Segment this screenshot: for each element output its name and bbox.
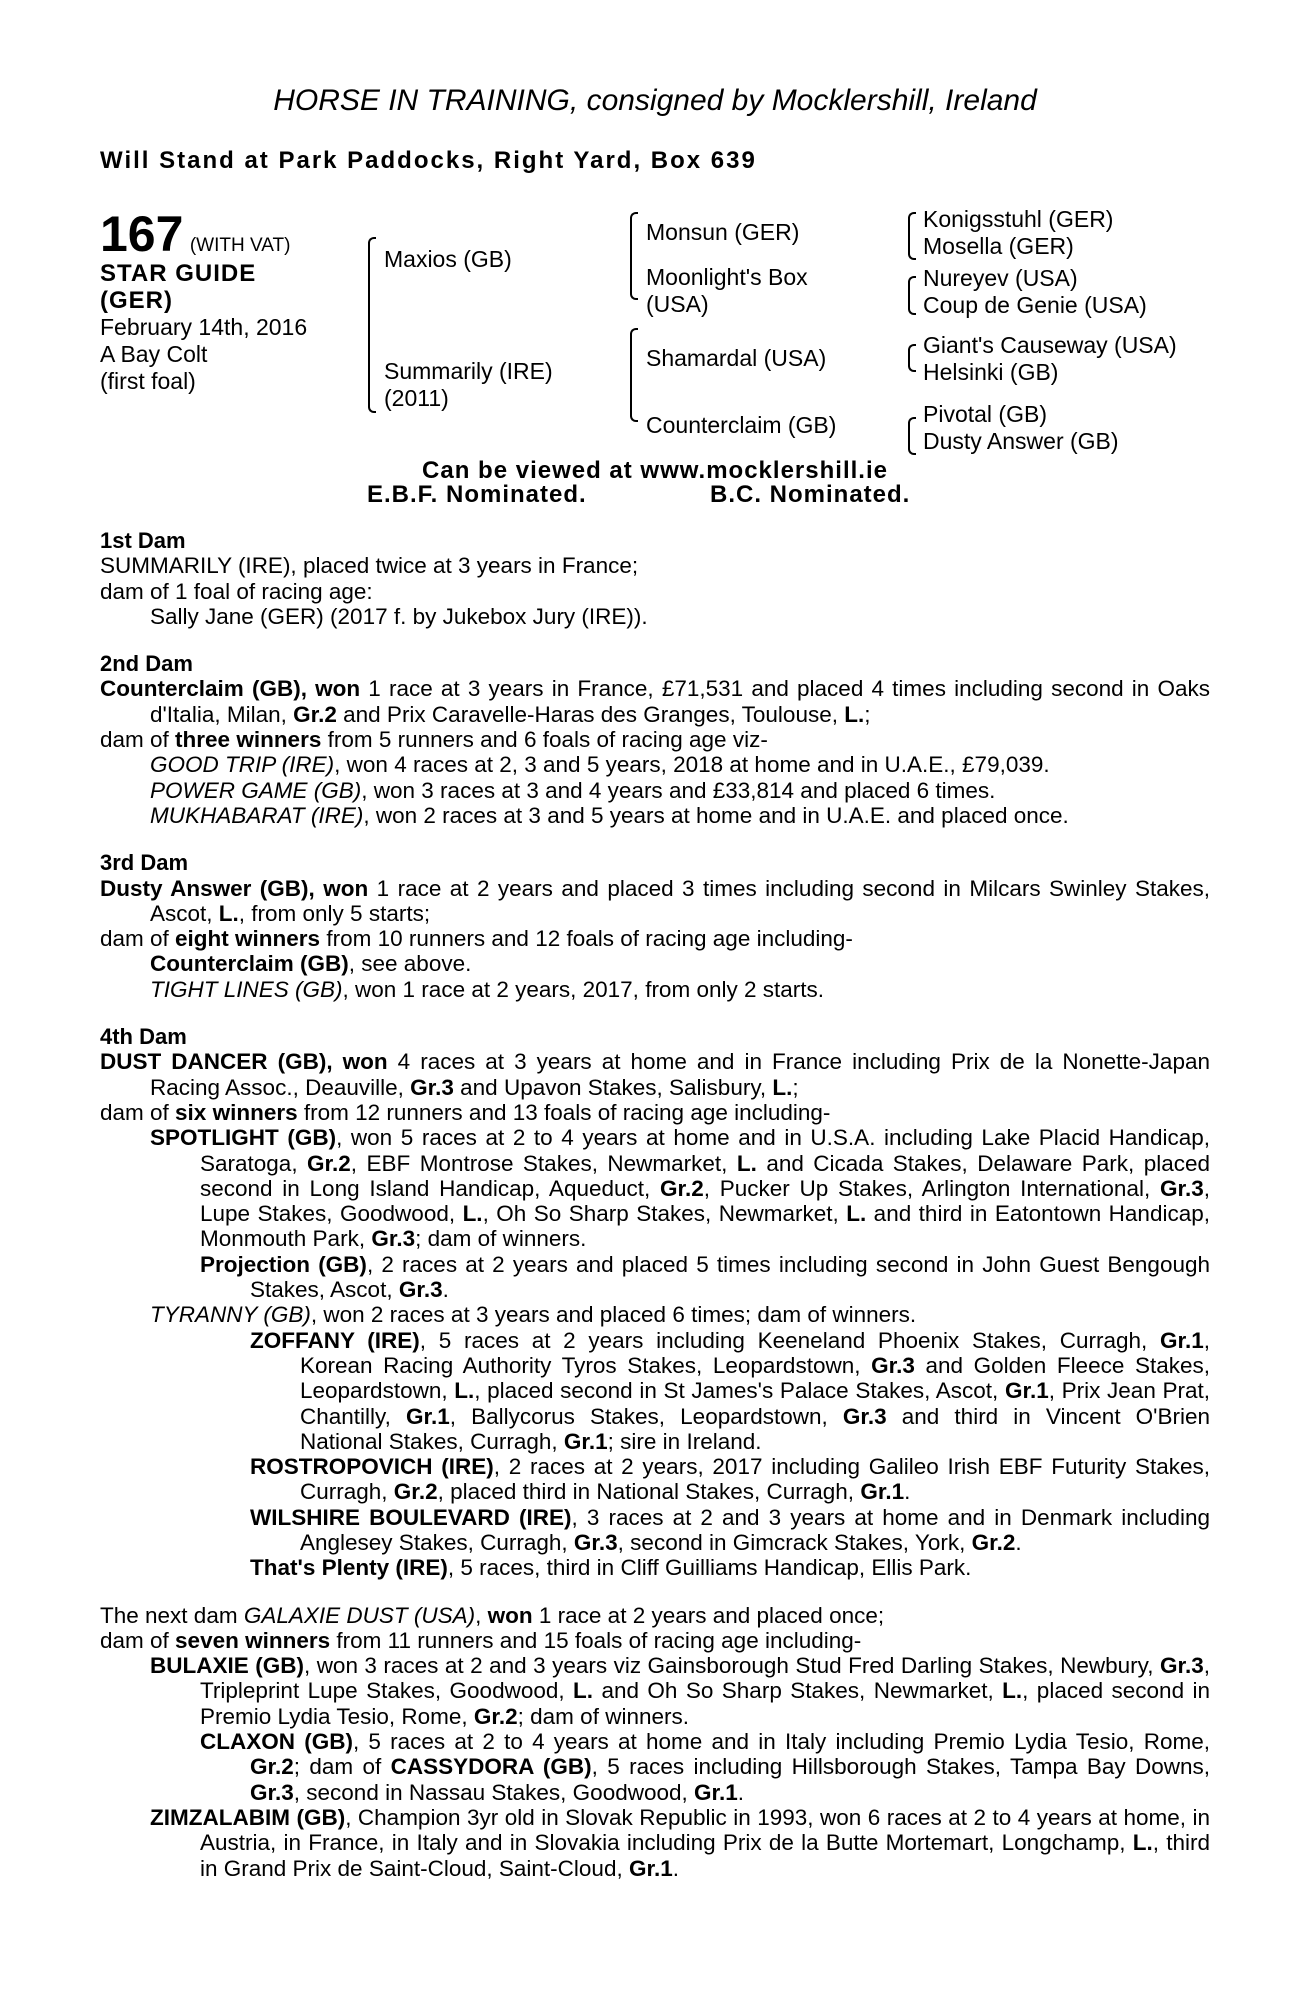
record-text: , won 3 races at 2 and 3 years viz Gainsborough Stud Fred Darling Stakes, Newbury, <box>303 1653 1160 1679</box>
horse-name: STAR GUIDE <box>100 260 257 287</box>
record-text: , 5 races including Hillsborough Stakes, Tampa Bay Downs, <box>591 1754 1210 1780</box>
produce-record <box>100 1252 1210 1303</box>
fourth-dam-section <box>100 1024 1210 1581</box>
horse-name: CLAXON (GB) <box>200 1729 353 1755</box>
produce-record <box>100 1454 1210 1505</box>
record-text: 1 race at 3 years in France, £71,531 and placed 4 times including second in Oaks d'Italia, Milan, <box>150 676 1211 727</box>
horse-name: TYRANNY (GB) <box>150 1302 311 1328</box>
record-text: . <box>1015 1529 1022 1555</box>
pedigree-sds: Nureyev (USA) <box>923 265 1078 291</box>
dam-name: GALAXIE DUST (USA) <box>243 1602 476 1628</box>
produce-record <box>100 1302 1210 1327</box>
third-dam-section <box>100 850 1210 1002</box>
record-text: and third in Vincent O'Brien National Stakes, Curragh, <box>300 1403 1211 1454</box>
record-text: , won 4 races at 2, 3 and 5 years, 2018 at home and in U.A.E., £79,039. <box>334 752 1050 778</box>
horse-name: SPOTLIGHT (GB) <box>150 1125 337 1151</box>
record-text: , won 3 races at 3 and 4 years and £33,814 and placed 6 times. <box>361 777 996 803</box>
grade: L. <box>218 900 239 926</box>
record-text: 1 race at 2 years and placed 3 times including second in Milcars Swinley Stakes, Ascot, <box>150 875 1210 926</box>
record-text: , 2 races at 2 years, 2017 including Galileo Irish EBF Futurity Stakes, Curragh, <box>300 1454 1210 1505</box>
dam-produce-summary <box>100 1100 1210 1125</box>
produce-record <box>100 951 1210 976</box>
pedigree-notes <box>100 528 1210 1881</box>
grade: Gr.2 <box>293 701 337 727</box>
record-text: ; <box>864 701 871 727</box>
horse-name: POWER GAME (GB) <box>150 777 362 803</box>
grade: Gr.3 <box>1159 1175 1204 1201</box>
horse-name: ZIMZALABIM (GB) <box>150 1804 346 1830</box>
grade: L. <box>772 1074 793 1100</box>
pedigree-brace <box>908 417 916 455</box>
record-text: and Upavon Stakes, Salisbury, <box>453 1074 773 1100</box>
record-text: from 10 runners and 12 foals of racing age including- <box>320 926 853 952</box>
record-text: The next dam <box>100 1602 244 1628</box>
pedigree-dds: Pivotal (GB) <box>923 401 1047 427</box>
grade: Gr.3 <box>573 1529 618 1555</box>
record-text: and Prix Caravelle-Haras des Granges, Toulouse, <box>336 701 845 727</box>
record-text: ; dam of <box>293 1754 391 1780</box>
section-heading: 1st Dam <box>100 528 186 553</box>
record-text: dam of <box>100 727 176 753</box>
record-text: , second in Nassau Stakes, Goodwood, <box>293 1779 695 1805</box>
grade: L. <box>462 1201 483 1227</box>
horse-name: TIGHT LINES (GB) <box>150 976 343 1002</box>
dam-record <box>100 1603 1210 1628</box>
grade: Gr.2 <box>250 1754 294 1780</box>
record-text: . <box>737 1779 745 1805</box>
grade: Gr.2 <box>473 1703 518 1729</box>
record-text: . <box>904 1479 911 1505</box>
viewing-link: Can be viewed at www.mocklershill.ie <box>422 457 888 484</box>
record-text: from 5 runners and 6 foals of racing age viz- <box>321 727 768 753</box>
record-text: . <box>442 1277 449 1303</box>
pedigree-sire-dam-country: (USA) <box>646 291 709 317</box>
grade: L. <box>1132 1830 1153 1856</box>
record-text: , from only 5 starts; <box>238 900 431 926</box>
section-heading: 4th Dam <box>100 1024 187 1050</box>
winners-count: three winners <box>175 727 322 753</box>
section-heading: 3rd Dam <box>100 850 189 876</box>
grade: Gr.3 <box>871 1352 915 1378</box>
record-text: , placed second in St James's Palace Stakes, Ascot, <box>474 1378 1005 1404</box>
produce-record <box>100 1555 1210 1580</box>
record-text: dam of <box>100 1099 176 1125</box>
grade: L. <box>846 1201 867 1227</box>
record-text: ; dam of winners. <box>415 1226 587 1252</box>
horse-name: GOOD TRIP (IRE) <box>150 752 335 778</box>
grade: Gr.2 <box>971 1529 1016 1555</box>
grade: Gr.1 <box>1004 1378 1049 1404</box>
grade: Gr.1 <box>860 1479 905 1505</box>
grade: Gr.2 <box>307 1150 351 1176</box>
pedigree-sdd: Coup de Genie (USA) <box>923 292 1147 318</box>
grade: Gr.3 <box>410 1074 454 1100</box>
record-text: , 5 races at 2 to 4 years at home and in Italy including Premio Lydia Tesio, Rome, <box>352 1729 1210 1755</box>
foaling-date: February 14th, 2016 <box>100 314 308 340</box>
won-label: , won <box>326 1049 388 1075</box>
record-text: , 2 races at 2 years and placed 5 times including second in John Guest Bengough Stakes, Ascot, <box>250 1251 1210 1303</box>
record-text: , won 2 races at 3 and 5 years at home and in U.A.E. and placed once. <box>363 802 1069 828</box>
grade: L. <box>736 1150 757 1176</box>
grade: Gr.2 <box>660 1175 704 1201</box>
grade: Gr.3 <box>398 1277 443 1303</box>
winners-count: six winners <box>175 1099 298 1125</box>
ebf-nominated: E.B.F. Nominated. <box>367 481 587 508</box>
record-text: from 12 runners and 13 foals of racing age including- <box>297 1099 831 1125</box>
won-label: won <box>487 1602 533 1628</box>
winners-count: seven winners <box>175 1627 331 1653</box>
winners-count: eight winners <box>175 926 321 952</box>
record-text: from 11 runners and 15 foals of racing age including- <box>330 1627 862 1653</box>
produce-record <box>100 803 1210 828</box>
pedigree-ddd: Dusty Answer (GB) <box>923 428 1119 454</box>
record-text: , placed second in Premio Lydia Tesio, Rome, <box>200 1678 1211 1729</box>
produce-record <box>100 1729 1210 1805</box>
grade: Gr.1 <box>628 1855 673 1881</box>
grade: Gr.3 <box>250 1779 294 1805</box>
grade: L. <box>454 1378 475 1404</box>
pedigree-brace <box>908 344 916 372</box>
produce-record <box>100 778 1210 803</box>
grade: Gr.1 <box>1159 1327 1204 1353</box>
produce-record: Sally Jane (GER) (2017 f. by Jukebox Jury (IRE)). <box>150 603 648 629</box>
record-text: ; dam of winners. <box>517 1703 689 1729</box>
pedigree-dss: Giant's Causeway (USA) <box>923 332 1177 358</box>
pedigree-dam-dam: Counterclaim (GB) <box>646 412 837 438</box>
dam-record <box>100 876 1210 927</box>
pedigree-dam-sire: Shamardal (USA) <box>646 345 827 371</box>
bc-nominated: B.C. Nominated. <box>710 481 911 508</box>
record-text: . <box>672 1855 680 1881</box>
grade: Gr.2 <box>393 1479 438 1505</box>
record-text: , Champion 3yr old in Slovak Republic in 1993, won 6 races at 2 to 4 years at home, in Austria, in France, in Italy and in Slovakia including Prix de la Butte Mortemart, Longchamp, <box>200 1804 1210 1856</box>
produce-record <box>100 977 1210 1002</box>
horse-name: CASSYDORA (GB) <box>390 1754 592 1780</box>
grade: Gr.3 <box>1159 1653 1204 1679</box>
record-text: ; sire in Ireland. <box>607 1428 762 1454</box>
horse-name: ZOFFANY (IRE) <box>250 1327 420 1353</box>
record-text: , 3 races at 2 and 3 years at home and in Denmark including Anglesey Stakes, Curragh, <box>300 1504 1211 1555</box>
record-text: dam of <box>100 1627 176 1653</box>
horse-name: WILSHIRE BOULEVARD (IRE) <box>250 1504 572 1530</box>
pedigree-ssd: Mosella (GER) <box>923 233 1074 259</box>
pedigree-brace <box>368 237 376 413</box>
grade: L. <box>844 701 865 727</box>
record-text: 1 race at 2 years and placed once; <box>532 1602 885 1628</box>
record-text: , Pucker Up Stakes, Arlington International, <box>703 1175 1160 1201</box>
vat-note: (WITH VAT) <box>189 235 291 256</box>
second-dam-section <box>100 651 1210 828</box>
record-text: , 5 races at 2 years including Keeneland Phoenix Stakes, Curragh, <box>419 1327 1160 1353</box>
dam-summary: SUMMARILY (IRE), placed twice at 3 years in France; <box>100 553 639 579</box>
horse-country: (GER) <box>100 287 173 314</box>
dam-produce-summary <box>100 926 1210 951</box>
record-text: and third in Eatontown Handicap, Monmouth Park, <box>200 1201 1210 1252</box>
horse-name: ROSTROPOVICH (IRE) <box>250 1454 494 1480</box>
pedigree-sire-dam: Moonlight's Box <box>646 264 808 290</box>
horse-name: MUKHABARAT (IRE) <box>150 802 364 828</box>
produce-record <box>100 752 1210 777</box>
horse-name: BULAXIE (GB) <box>150 1653 304 1679</box>
record-text: , Tripleprint Lupe Stakes, Goodwood, <box>200 1653 1210 1704</box>
grade: Gr.3 <box>371 1226 416 1252</box>
produce-record <box>100 1505 1210 1556</box>
record-text: dam of <box>100 926 176 952</box>
dam-produce-summary <box>100 1628 1210 1653</box>
grade: L. <box>1002 1678 1023 1704</box>
lot-number: 167 <box>100 206 184 262</box>
record-text: 4 races at 3 years at home and in France including Prix de la Nonette-Japan Racing Assoc., Deauville, <box>150 1049 1210 1100</box>
dam-produce-summary: dam of 1 foal of racing age: <box>100 578 373 604</box>
horse-sex: A Bay Colt <box>100 341 208 367</box>
produce-record <box>100 1328 1210 1454</box>
record-text: , EBF Montrose Stakes, Newmarket, <box>350 1150 737 1176</box>
record-text: , second in Gimcrack Stakes, York, <box>617 1529 972 1555</box>
pedigree-dsd: Helsinki (GB) <box>923 359 1059 385</box>
record-text: , see above. <box>348 951 472 977</box>
record-text: ; <box>792 1074 799 1100</box>
dam-produce-summary <box>100 727 1210 752</box>
dam-record <box>100 676 1210 727</box>
won-label: , won <box>300 676 361 702</box>
dam-record <box>100 1049 1210 1100</box>
pedigree-dam: Summarily (IRE) <box>384 358 553 384</box>
lot-number-line <box>100 208 360 260</box>
grade: Gr.1 <box>563 1428 608 1454</box>
pedigree-dam-year: (2011) <box>384 385 449 411</box>
record-text: , Lupe Stakes, Goodwood, <box>200 1175 1210 1227</box>
record-text: , placed third in National Stakes, Curragh, <box>437 1479 861 1505</box>
produce-record <box>100 1653 1210 1729</box>
record-text: , 5 races, third in Cliff Guilliams Handicap, Ellis Park. <box>447 1555 972 1581</box>
record-text: , <box>475 1602 488 1628</box>
grade: Gr.1 <box>405 1403 450 1429</box>
record-text: , Ballycorus Stakes, Leopardstown, <box>449 1403 843 1429</box>
record-text: , Oh So Sharp Stakes, Newmarket, <box>482 1201 847 1227</box>
record-text: , Prix Jean Prat, Chantilly, <box>300 1378 1210 1429</box>
horse-name: Counterclaim (GB) <box>150 951 349 977</box>
dam-name: Dusty Answer (GB) <box>100 875 309 901</box>
pedigree-brace <box>908 276 916 315</box>
next-dam-section <box>100 1603 1210 1881</box>
pedigree-sss: Konigsstuhl (GER) <box>923 206 1114 232</box>
section-heading: 2nd Dam <box>100 651 193 677</box>
pedigree-brace <box>908 212 916 260</box>
record-text: and Golden Fleece Stakes, Leopardstown, <box>300 1352 1211 1404</box>
record-text: , won 5 races at 2 to 4 years at home and in U.S.A. including Lake Placid Handicap, Saratoga, <box>200 1125 1210 1176</box>
won-label: , won <box>308 875 369 901</box>
produce-record <box>100 1805 1210 1881</box>
record-text: , won 1 race at 2 years, 2017, from only 2 starts. <box>342 976 824 1002</box>
record-text: and Oh So Sharp Stakes, Newmarket, <box>593 1678 1003 1704</box>
foal-note: (first foal) <box>100 368 196 394</box>
dam-name: Counterclaim (GB) <box>100 676 301 702</box>
record-text: and Cicada Stakes, Delaware Park, placed second in Long Island Handicap, Aqueduct, <box>200 1150 1210 1201</box>
record-text: , won 2 races at 3 years and placed 6 times; dam of winners. <box>310 1302 917 1328</box>
first-dam-section <box>100 528 1210 629</box>
horse-name: Projection (GB) <box>200 1251 367 1277</box>
pedigree-brace <box>630 212 638 300</box>
pedigree-sire: Maxios (GB) <box>384 246 512 272</box>
grade: L. <box>573 1678 594 1704</box>
grade: Gr.3 <box>842 1403 887 1429</box>
pedigree-brace <box>630 328 638 422</box>
pedigree-sire-sire: Monsun (GER) <box>646 219 800 245</box>
dam-name: DUST DANCER (GB) <box>100 1049 327 1075</box>
grade: Gr.1 <box>694 1779 738 1805</box>
record-text: , Korean Racing Authority Tyros Stakes, Leopardstown, <box>300 1327 1210 1378</box>
record-text: , third in Grand Prix de Saint-Cloud, Saint-Cloud, <box>200 1830 1210 1881</box>
horse-name: That's Plenty (IRE) <box>250 1555 448 1581</box>
stand-location: Will Stand at Park Paddocks, Right Yard, Box 639 <box>100 147 757 174</box>
lot-info <box>100 208 360 395</box>
consignor-header: HORSE IN TRAINING, consigned by Mocklershill, Ireland <box>273 84 1037 117</box>
produce-record <box>100 1125 1210 1251</box>
